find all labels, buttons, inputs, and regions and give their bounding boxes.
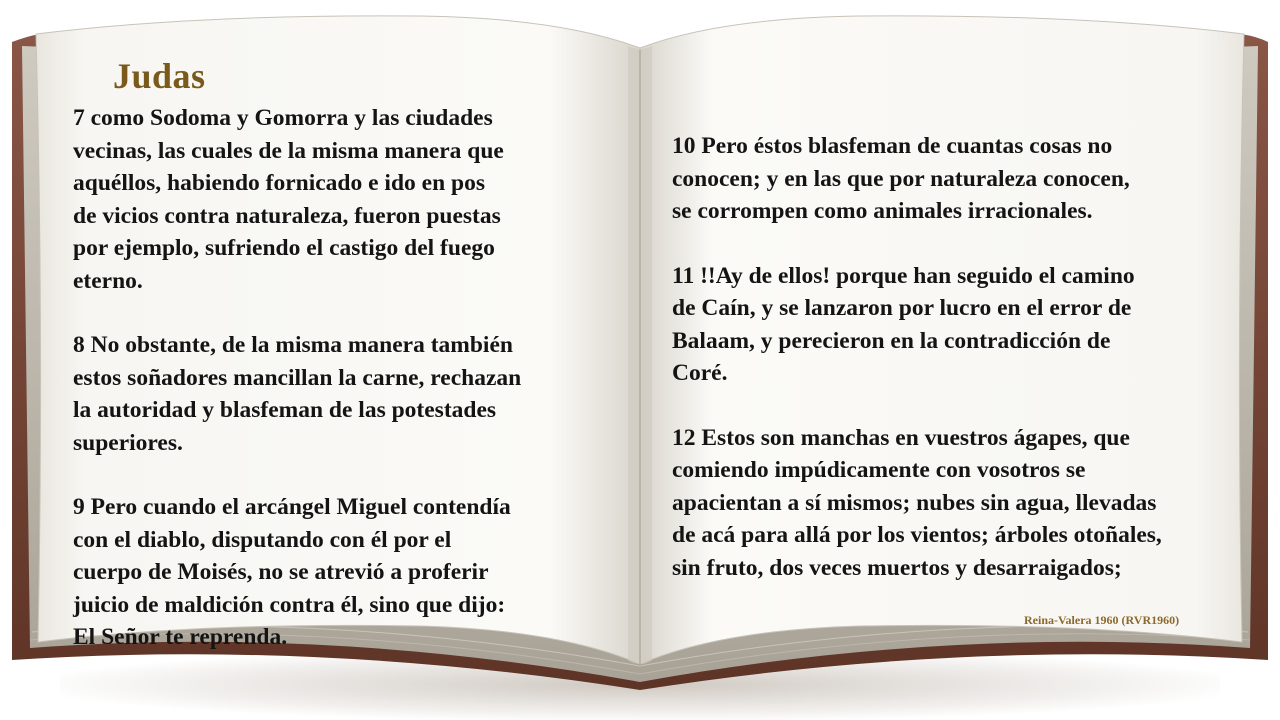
left-page-text [73, 102, 633, 686]
verse-9: 9 Pero cuando el arcángel Miguel contendía con el diablo, disputando con él por el cuerpo de Moisés, no se atrevió a proferir juicio de maldición contra él, sino que dijo: El Señor te reprenda. [73, 494, 511, 650]
book-title: Judas [113, 56, 206, 96]
verse-10: 10 Pero éstos blasfeman de cuantas cosas no conocen; y en las que por naturaleza conocen, se corrompen como animales irracionales. [672, 133, 1130, 224]
bible-version-label: Reina-Valera 1960 (RVR1960) [1024, 613, 1180, 627]
right-page-text [672, 130, 1232, 616]
verse-7: 7 como Sodoma y Gomorra y las ciudades vecinas, las cuales de la misma manera que aquéllos, habiendo fornicado e ido en pos de vicios contra naturaleza, fueron puestas por ejemplo, sufriendo el castigo del fuego eterno. [73, 105, 504, 294]
verse-12: 12 Estos son manchas en vuestros ágapes, que comiendo impúdicamente con vosotros se apacientan a sí mismos; nubes sin agua, llevadas de acá para allá por los vientos; árboles otoñales, sin fruto, dos veces muertos y desarraigados; [672, 424, 1162, 581]
verse-8: 8 No obstante, de la misma manera también estos soñadores mancillan la carne, rechazan la autoridad y blasfeman de las potestades superiores. [73, 332, 522, 456]
verse-11: 11 !!Ay de ellos! porque han seguido el camino de Caín, y se lanzaron por lucro en el error de Balaam, y perecieron en la contradicción de Coré. [672, 262, 1135, 386]
